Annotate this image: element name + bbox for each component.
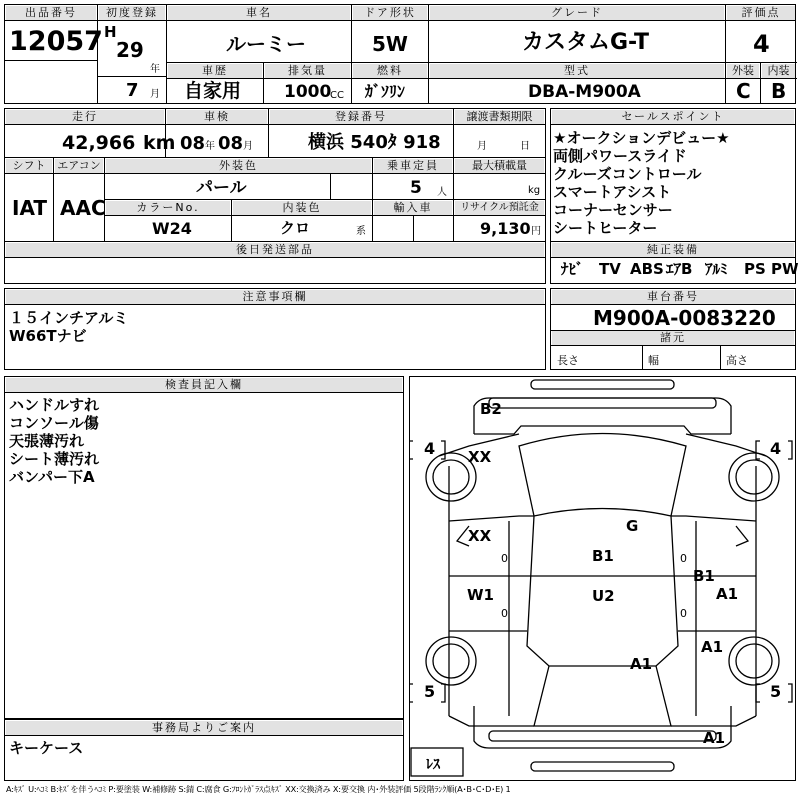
ext-color-label: 外装色 bbox=[106, 159, 371, 173]
inspector-label: 検査員記入欄 bbox=[6, 378, 402, 392]
length-label: 長さ bbox=[557, 354, 579, 367]
equipment-label: 純正装備 bbox=[552, 243, 794, 257]
note-line: １５インチアルミ bbox=[9, 309, 129, 327]
displacement-unit: CC bbox=[330, 90, 344, 101]
sales-point: コーナーセンサー bbox=[553, 201, 673, 219]
equip-ps: PS bbox=[744, 260, 766, 278]
mark-left-fender: XX bbox=[468, 448, 492, 466]
first-reg-label: 初度登録 bbox=[99, 6, 165, 20]
capacity: 5 bbox=[410, 178, 422, 198]
equip-airbag: ｴｱB bbox=[666, 260, 693, 278]
mark-zero: 0 bbox=[501, 607, 508, 620]
capacity-label: 乗車定員 bbox=[374, 159, 452, 173]
tire-rear-right: 5 bbox=[770, 682, 782, 701]
insp-year-unit: 年 bbox=[205, 141, 215, 152]
mark-left-front-door: XX bbox=[468, 527, 492, 545]
fuel-label: 燃料 bbox=[353, 64, 427, 78]
insp-month-unit: 月 bbox=[243, 141, 253, 152]
int-color-unit: 系 bbox=[356, 226, 366, 237]
color-no-label: カラーNo. bbox=[106, 201, 230, 215]
later-parts-label: 後日発送部品 bbox=[6, 243, 544, 257]
notes-label: 注意事項欄 bbox=[6, 290, 544, 304]
height-label: 高さ bbox=[726, 354, 748, 367]
mark-rear-bumper: A1 bbox=[703, 729, 726, 747]
office-label: 事務局よりご案内 bbox=[6, 721, 402, 735]
ext-color: パール bbox=[196, 178, 247, 198]
mark-windshield: G bbox=[626, 517, 639, 535]
transfer-label: 譲渡書類期限 bbox=[455, 110, 544, 124]
int-color-label: 内装色 bbox=[233, 201, 371, 215]
door-type: 5W bbox=[372, 32, 408, 56]
reg-year: 29 bbox=[116, 38, 144, 62]
equip-abs: ABS bbox=[630, 260, 664, 278]
car-name-label: 車名 bbox=[168, 6, 350, 20]
equip-tv: TV bbox=[599, 260, 621, 278]
month-unit: 月 bbox=[150, 89, 160, 100]
int-color: クロ bbox=[280, 219, 311, 237]
note-line: W66Tナビ bbox=[9, 327, 87, 345]
mark-right-rear-door: A1 bbox=[716, 585, 739, 603]
lot-number: 12057 bbox=[9, 26, 103, 57]
insp-year: 08 bbox=[180, 133, 206, 154]
mark-zero: 0 bbox=[680, 552, 687, 565]
recycle-unit: 円 bbox=[531, 226, 541, 237]
displacement-label: 排気量 bbox=[265, 64, 350, 78]
equip-nav: ﾅﾋﾞ bbox=[561, 260, 584, 278]
score: 4 bbox=[753, 30, 770, 58]
lot-label: 出品番号 bbox=[6, 6, 96, 20]
inspector-line: バンパー下A bbox=[9, 468, 95, 486]
inspector-list bbox=[9, 396, 99, 486]
shift-label: シフト bbox=[6, 159, 52, 173]
load-label: 最大積載量 bbox=[455, 159, 544, 173]
inspector-line: 天張薄汚れ bbox=[9, 432, 85, 450]
sales-points-label: セールスポイント bbox=[552, 110, 794, 124]
air-conditioner: AAC bbox=[60, 196, 106, 220]
car-name: ルーミー bbox=[226, 32, 306, 56]
insp-month: 08 bbox=[218, 133, 244, 154]
history-label: 車歴 bbox=[168, 64, 262, 78]
inspector-line: ハンドルすれ bbox=[9, 396, 100, 414]
car-diagram bbox=[409, 376, 796, 781]
inspection-label: 車検 bbox=[167, 110, 267, 124]
mark-zero: 0 bbox=[680, 607, 687, 620]
reg-month: 7 bbox=[126, 80, 139, 101]
era: H bbox=[104, 23, 117, 41]
ac-label: エアコン bbox=[55, 159, 103, 173]
mark-front-bumper: B2 bbox=[480, 400, 502, 418]
exterior-grade: C bbox=[736, 79, 751, 103]
grade: カスタムG-T bbox=[522, 30, 649, 55]
mark-right-front-door: B1 bbox=[693, 567, 715, 585]
interior-grade: B bbox=[771, 79, 787, 103]
fuel: ｶﾞｿﾘﾝ bbox=[365, 82, 406, 101]
reg-number: 横浜 540ﾀ 918 bbox=[308, 132, 441, 153]
displacement: 1000 bbox=[284, 82, 332, 102]
sales-point: クルーズコントロール bbox=[553, 165, 702, 183]
recycle-label: リサイクル預託金 bbox=[455, 201, 544, 215]
recycle-fee: 9,130 bbox=[480, 219, 531, 238]
mark-rear-hatch: A1 bbox=[630, 655, 653, 673]
door-label: ドア形状 bbox=[353, 6, 427, 20]
capacity-unit: 人 bbox=[437, 187, 447, 198]
equip-alloy: ｱﾙﾐ bbox=[705, 260, 728, 278]
color-no: W24 bbox=[152, 219, 192, 238]
model: DBA-M900A bbox=[528, 82, 641, 102]
inspector-line: コンソール傷 bbox=[9, 414, 99, 432]
mark-roof-rear: U2 bbox=[592, 587, 615, 605]
spare-tire: ﾚｽ bbox=[426, 757, 440, 773]
year-unit: 年 bbox=[150, 64, 160, 75]
chassis-label: 車台番号 bbox=[552, 290, 794, 304]
office-line: キーケース bbox=[9, 739, 84, 757]
model-label: 型式 bbox=[430, 64, 724, 78]
sales-point: 両側パワースライド bbox=[553, 147, 687, 165]
reg-number-label: 登録番号 bbox=[270, 110, 452, 124]
score-label: 評価点 bbox=[727, 6, 795, 20]
mark-zero: 0 bbox=[501, 552, 508, 565]
inspector-line: シート薄汚れ bbox=[9, 450, 100, 468]
tire-front-right: 4 bbox=[770, 439, 782, 458]
mark-roof-front: B1 bbox=[592, 547, 614, 565]
tire-front-left: 4 bbox=[424, 439, 436, 458]
sales-point: シートヒーター bbox=[553, 219, 658, 237]
grade-label: グレード bbox=[430, 6, 724, 20]
equip-pw: PW bbox=[771, 260, 799, 278]
sales-point: スマートアシスト bbox=[553, 183, 672, 201]
interior-label: 内装 bbox=[762, 64, 795, 78]
chassis-number: M900A-0083220 bbox=[593, 306, 776, 330]
exterior-label: 外装 bbox=[727, 64, 759, 78]
mileage-label: 走行 bbox=[6, 110, 164, 124]
mark-left-rear-door: W1 bbox=[467, 586, 494, 604]
load-unit: kg bbox=[528, 185, 541, 196]
office-list bbox=[9, 739, 83, 757]
history: 自家用 bbox=[184, 80, 242, 102]
mileage-unit: km bbox=[143, 132, 176, 154]
transfer-month-unit: 月 bbox=[477, 141, 487, 152]
spec-label: 諸元 bbox=[552, 331, 794, 345]
sales-points-list bbox=[553, 129, 730, 237]
width-label: 幅 bbox=[648, 354, 659, 367]
import-label: 輸入車 bbox=[374, 201, 452, 215]
sales-point: ★オークションデビュー★ bbox=[553, 129, 730, 147]
tire-rear-left: 5 bbox=[424, 682, 436, 701]
notes-list bbox=[9, 309, 128, 345]
mileage: 42,966 bbox=[62, 132, 136, 154]
mark-right-quarter: A1 bbox=[701, 638, 724, 656]
transfer-day-unit: 日 bbox=[520, 141, 530, 152]
legend: A:ｷｽﾞ U:ﾍｺﾐ B:ｷｽﾞを伴うﾍｺﾐ P:要塗装 W:補修跡 S:錆 C:腐食 G:ﾌﾛﾝﾄｶﾞﾗｽ点ｷｽﾞ XX:交換済み X:要交換 内･外装評価 5段階ﾗﾝｸ順(A･B･C･D･E) 1 bbox=[6, 784, 511, 794]
shift: IAT bbox=[12, 196, 48, 220]
